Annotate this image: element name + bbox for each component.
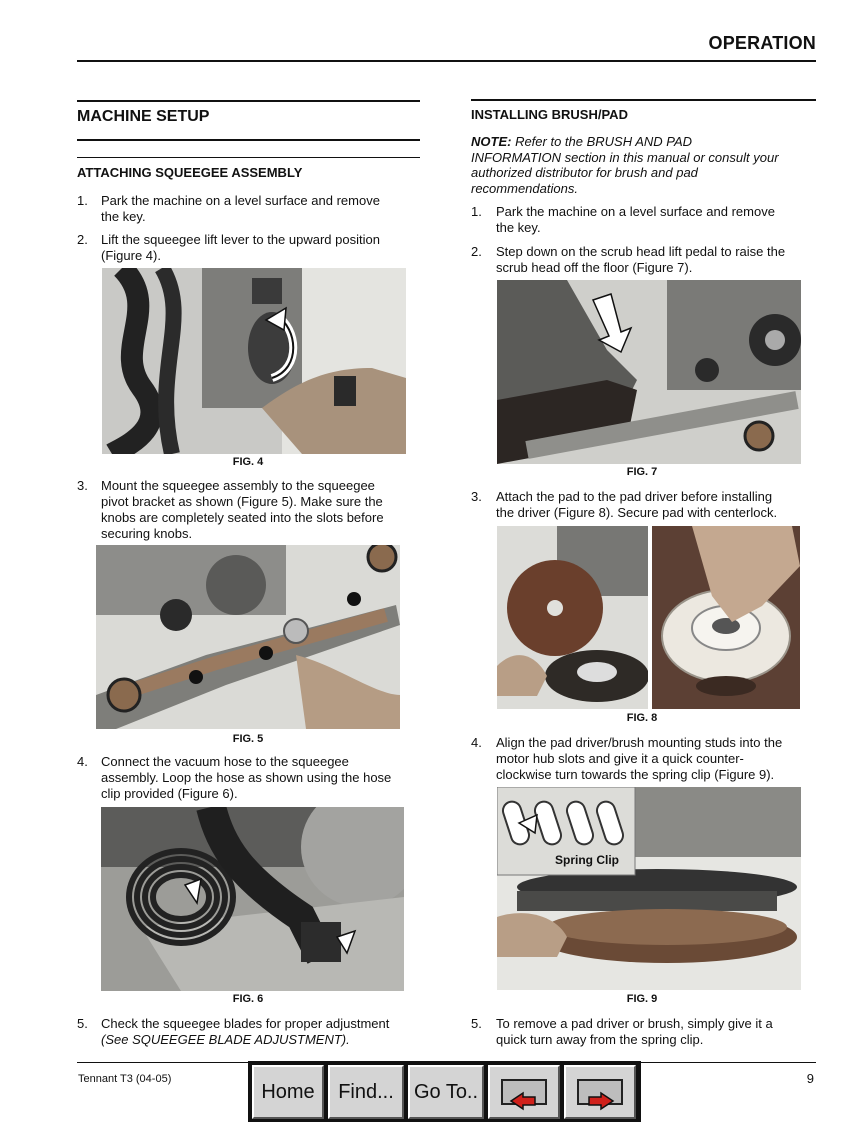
section-heading: ATTACHING SQUEEGEE ASSEMBLY	[77, 165, 303, 180]
pdf-nav-bar	[248, 1061, 641, 1122]
divider	[77, 157, 420, 158]
figure-8-pad-driver-photo	[497, 526, 648, 709]
home-button[interactable]: Home	[252, 1065, 324, 1119]
spring-clip-label: Spring Clip	[555, 853, 619, 867]
figure-7-scrub-pedal-photo	[497, 280, 801, 464]
goto-button[interactable]: Go To..	[408, 1065, 484, 1119]
note: NOTE: Refer to the BRUSH AND PAD INFORMATION section in this manual or consult your authorized distributor for brush and pad recommendations.	[471, 134, 779, 196]
figure-4-squeegee-lever-photo	[102, 268, 406, 454]
section-heading: INSTALLING BRUSH/PAD	[471, 107, 628, 122]
figure-caption: FIG. 6	[232, 993, 264, 1005]
figure-caption: FIG. 7	[626, 466, 658, 478]
figure-caption: FIG. 8	[626, 712, 658, 724]
figure-caption: FIG. 5	[232, 733, 264, 745]
figure-8-centerlock-photo	[652, 526, 800, 709]
divider	[77, 139, 420, 141]
divider	[471, 99, 816, 101]
header-rule	[77, 60, 816, 62]
page-number: 9	[806, 1071, 814, 1086]
figure-6-vacuum-hose-photo	[101, 807, 404, 991]
previous-page-button[interactable]	[488, 1065, 560, 1119]
footer-doc-id: Tennant T3 (04-05)	[78, 1073, 172, 1085]
divider	[77, 100, 420, 102]
next-page-icon	[577, 1079, 623, 1105]
figure-caption: FIG. 9	[626, 993, 658, 1005]
next-page-button[interactable]	[564, 1065, 636, 1119]
section-title: OPERATION	[708, 33, 816, 53]
figure-9-brush-install-photo	[497, 787, 801, 990]
figure-5-squeegee-mount-photo	[96, 545, 400, 729]
page-title: MACHINE SETUP	[77, 108, 210, 125]
prev-page-icon	[501, 1079, 547, 1105]
find-button[interactable]: Find...	[328, 1065, 404, 1119]
figure-caption: FIG. 4	[232, 456, 264, 468]
